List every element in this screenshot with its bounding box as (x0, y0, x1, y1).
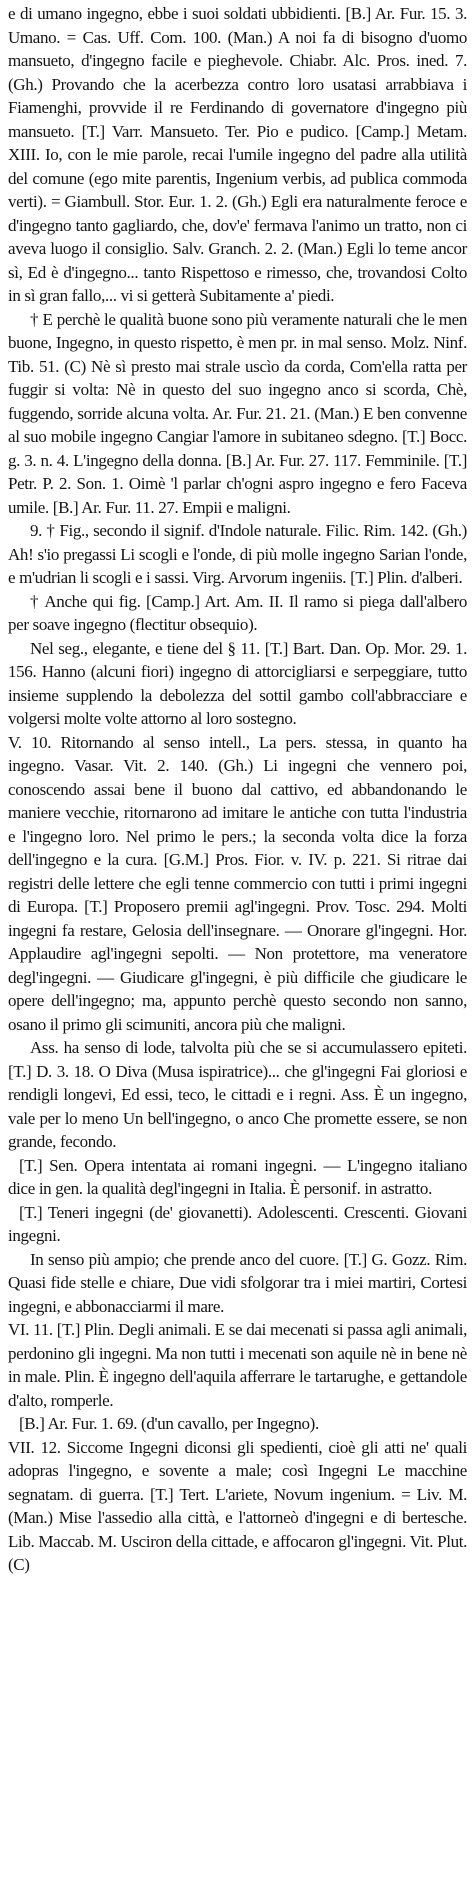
entry-paragraph-11: VI. 11. [T.] Plin. Degli animali. E se dai mecenati si passa agli animali, perdonino gli ingegni. Ma non tutti i mecenati son aquile nè in bene nè in male. Plin. È ingegno dell'aquila afferrare le tartarughe, e gettandole d'alto, romperle. (8, 1320, 467, 1410)
entry-paragraph-1: e di umano ingegno, ebbe i suoi soldati ubbidienti. [B.] Ar. Fur. 15. 3. Umano. = Cas. Uff. Com. 100. (Man.) A noi fa di bisogno d'uomo mansueto, d'ingegno facile e pieghevole. Chiabr. Alc. Pros. ined. 7. (Gh.) Provando che la acerbezza contro loro usatasi arrabbiava i Fiamenghi, provvide il re Ferdinando di governatore d'ingegno più mansueto. [T.] Varr. Mansueto. Ter. Pio e pudico. [Camp.] Metam. XIII. Io, con le mie parole, recai l'umile ingegno del padre alla utilità del comune (ego mite parentis, Ingenium verbis, ad publica commoda verti). = Giambull. Stor. Eur. 1. 2. (Gh.) Egli era naturalmente feroce e d'ingegno tanto gagliardo, che, dov'e' fermava l'animo un tratto, non ci aveva luogo il consiglio. Salv. Granch. 2. 2. (Man.) Egli lo teme ancor sì, Ed è d'ingegno... tanto Rispettoso e rimesso, che, trovandosi Colto in sì gran fallo,... vi si getterà Subitamente a' piedi. (8, 4, 467, 305)
entry-paragraph-6: V. 10. Ritornando al senso intell., La pers. stessa, in quanto ha ingegno. Vasar. Vit. 2. 140. (Gh.) Li ingegni che vennero poi, conoscendo assai bene il buono dal cattivo, ed abbandonando le maniere vecchie, ritornarono ad imitare le antiche con tutta l'industria e l'ingegno loro. Nel primo le pers.; la seconda volta dice la forza dell'ingegno e la cura. [G.M.] Pros. Fior. v. IV. p. 221. Si ritrae dai registri delle lettere che egli tenne commercio con tutti i primi ingegni di Europa. [T.] Proposero premii agl'ingegni. Prov. Tosc. 294. Molti ingegni fa restare, Gelosia dell'insegnare. — Onorare gl'ingegni. Hor. Applaudire agl'ingegni sepolti. — Non protettore, ma veneratore degl'ingegni. — Giudicare gl'ingegni, è più difficile che giudicare le opere dell'ingegno; ma, appunto perchè questo secondo non sanno, osano il primo gli scimuniti, ancora più che maligni. (8, 732, 467, 1034)
entry-paragraph-13: VII. 12. Siccome Ingegni diconsi gli spedienti, cioè gli atti ne' quali adopras l'ingegno, e sovente a male; così Ingegni Le macchine segnatam. di guerra. [T.] Tert. L'ariete, Novum ingenium. = Liv. M. (Man.) Mise l'assedio alla città, e l'attorneò d'ingegni e di bertesche. Lib. Maccab. M. Usciron della cittade, e affocaron gl'ingegni. Vit. Plut. (C) (8, 1437, 467, 1574)
entry-paragraph-5: Nel seg., elegante, e tiene del § 11. [T.] Bart. Dan. Op. Mor. 29. 1. 156. Hanno (alcuni fiori) ingegno di attorcigliarsi e serpeggiare, tutto insieme supplendo la debolezza del sottil gambo coll'abbracciare e volgersi molte volte attorno al loro sostegno. (8, 638, 467, 728)
entry-paragraph-4: † Anche qui fig. [Camp.] Art. Am. II. Il ramo si piega dall'albero per soave ingegno (flectitur obsequio). (8, 591, 467, 634)
entry-paragraph-9: [T.] Teneri ingegni (de' giovanetti). Adolescenti. Crescenti. Giovani ingegni. (8, 1202, 467, 1245)
entry-paragraph-7: Ass. ha senso di lode, talvolta più che se si accumulassero epiteti. [T.] D. 3. 18. O Diva (Musa ispiratrice)... che gl'ingegni Fai gloriosi e rendigli longevi, Ed essi, teco, le cittadi e i regni. Ass. È un ingegno, vale per lo meno Un bell'ingegno, o anco Che promette essere, se non grande, fecondo. (8, 1038, 467, 1151)
entry-paragraph-2: † E perchè le qualità buone sono più veramente naturali che le men buone, Ingegno, in questo rispetto, è men pr. in mal senso. Molz. Ninf. Tib. 51. (C) Nè sì presto mai strale uscìo da corda, Com'ella ratta per fuggir si volta: Nè in questo del suo ingegno anco si scorda, Chè, fuggendo, sorride alcuna volta. Ar. Fur. 21. 21. (Man.) E ben convenne al suo mobile ingegno Cangiar l'amore in subitaneo sdegno. [T.] Bocc. g. 3. n. 4. L'ingegno della donna. [B.] Ar. Fur. 27. 117. Femminile. [T.] Petr. P. 2. Son. 1. Oimè 'l parlar ch'ogni aspro ingegno e fero Faceva umile. [B.] Ar. Fur. 11. 27. Empii e maligni. (8, 309, 467, 517)
entry-paragraph-3: 9. † Fig., secondo il signif. d'Indole naturale. Filic. Rim. 142. (Gh.) Ah! s'io pregassi Li scogli e l'onde, di più molle ingegno Sarian l'onde, e m'udrian li scogli e i sassi. Virg. Arvorum ingeniis. [T.] Plin. d'alberi. (8, 521, 467, 587)
entry-paragraph-10: In senso più ampio; che prende anco del cuore. [T.] G. Gozz. Rim. Quasi fide stelle e chiare, Due vidi sfolgorar tra i miei martiri, Cortesi ingegni, e abbonacciarmi il mare. (8, 1249, 467, 1316)
entry-paragraph-8: [T.] Sen. Opera intentata ai romani ingegni. — L'ingegno italiano dice in gen. la qualità degl'ingegni in Italia. È personif. in astratto. (8, 1155, 467, 1198)
entry-paragraph-12: [B.] Ar. Fur. 1. 69. (d'un cavallo, per Ingegno). (19, 1414, 319, 1433)
